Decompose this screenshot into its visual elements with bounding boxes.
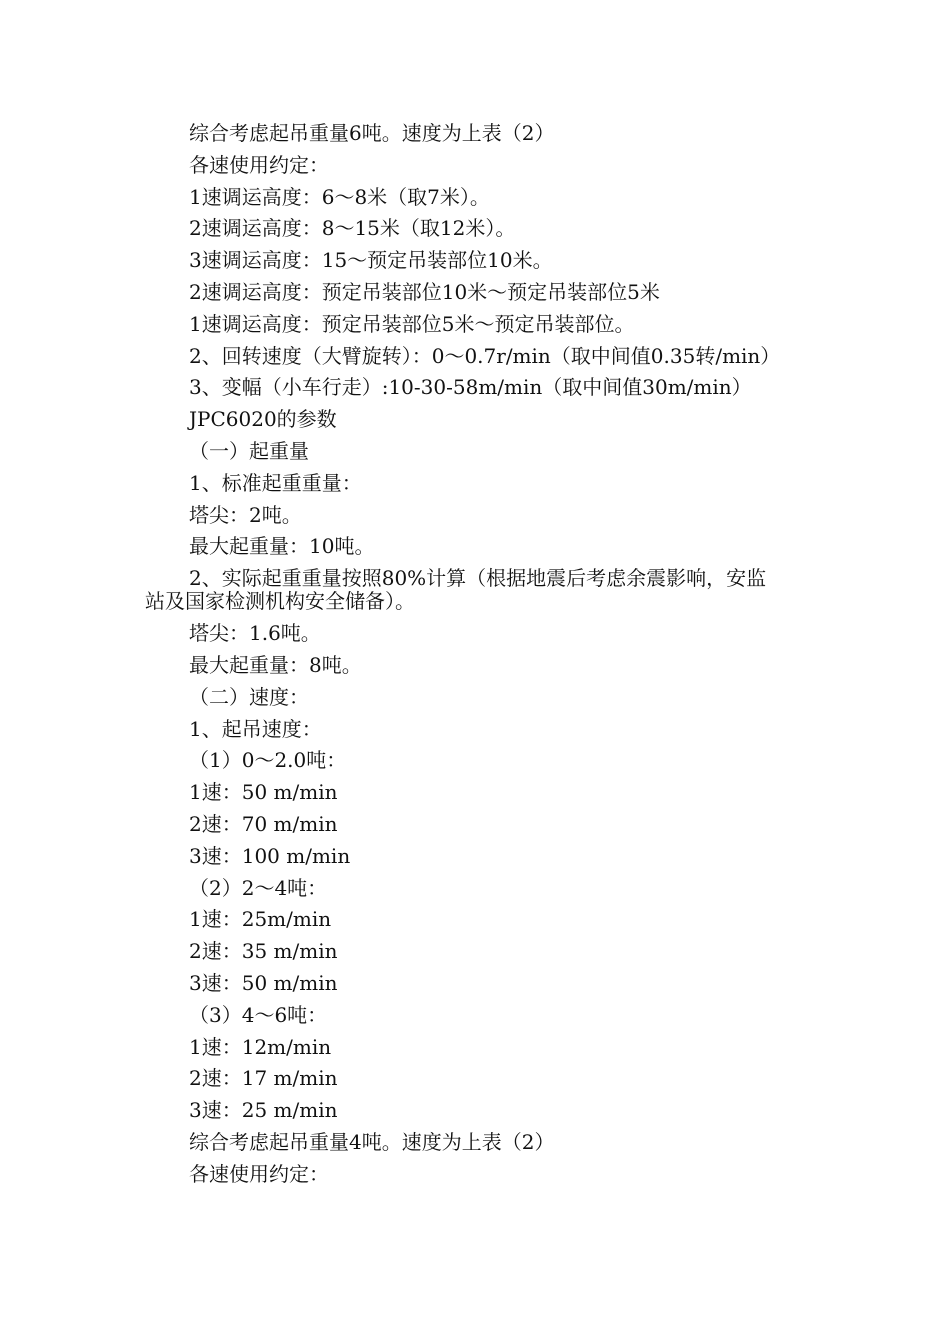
- wrapped-paragraph: [145, 567, 810, 613]
- text-line: 3速：100 m/min: [189, 843, 351, 868]
- text-line: 综合考虑起吊重量4吨。速度为上表（2）: [189, 1129, 555, 1154]
- text-line: 3速：50 m/min: [189, 970, 338, 995]
- text-line: 1、标准起重重量：: [189, 470, 362, 495]
- text-line: 综合考虑起吊重量6吨。速度为上表（2）: [189, 121, 555, 145]
- paragraph-line: 站及国家检测机构安全储备）。: [145, 589, 415, 614]
- text-line: 各速使用约定：: [189, 1161, 329, 1186]
- text-line: 1速调运高度：6～8米（取7米）。: [189, 184, 490, 209]
- text-line: 3、变幅（小车行走）:10-30-58m/min（取中间值30m/min）: [189, 375, 752, 400]
- section-heading: JPC6020的参数: [189, 407, 337, 432]
- section-heading: （一）起重量: [189, 438, 309, 463]
- text-line: 2速：35 m/min: [189, 939, 338, 964]
- text-line: 3速：25 m/min: [189, 1098, 338, 1123]
- text-line: 各速使用约定：: [189, 152, 329, 177]
- text-line: （1）0～2.0吨：: [189, 748, 347, 773]
- text-line: 最大起重量：10吨。: [189, 534, 375, 559]
- text-line: 2速调运高度：8～15米（取12米）。: [189, 216, 516, 241]
- text-line: （3）4～6吨：: [189, 1002, 328, 1027]
- text-line: 2速调运高度：预定吊装部位10米～预定吊装部位5米: [189, 279, 660, 304]
- text-line: 塔尖：2吨。: [189, 502, 302, 527]
- text-line: （2）2～4吨：: [189, 875, 328, 900]
- text-line: 1速调运高度：预定吊装部位5米～预定吊装部位。: [189, 311, 635, 336]
- text-line: 1速：12m/min: [189, 1034, 332, 1059]
- text-line: 塔尖：1.6吨。: [189, 621, 321, 646]
- text-line: 3速调运高度：15～预定吊装部位10米。: [189, 248, 553, 273]
- section-heading: （二）速度：: [189, 684, 309, 709]
- text-line: 最大起重量：8吨。: [189, 652, 362, 677]
- text-line: 1、起吊速度：: [189, 716, 322, 741]
- text-line: 2、回转速度（大臂旋转）：0～0.7r/min（取中间值0.35转/min）: [189, 343, 781, 368]
- text-line: 1速：25m/min: [189, 907, 332, 932]
- text-line: 1速：50 m/min: [189, 780, 338, 805]
- text-line: 2速：17 m/min: [189, 1066, 338, 1091]
- document-body: [145, 118, 810, 1191]
- text-line: 2速：70 m/min: [189, 811, 338, 836]
- paragraph-line: 2、实际起重重量按照80%计算（根据地震后考虑余震影响，安监: [189, 566, 767, 591]
